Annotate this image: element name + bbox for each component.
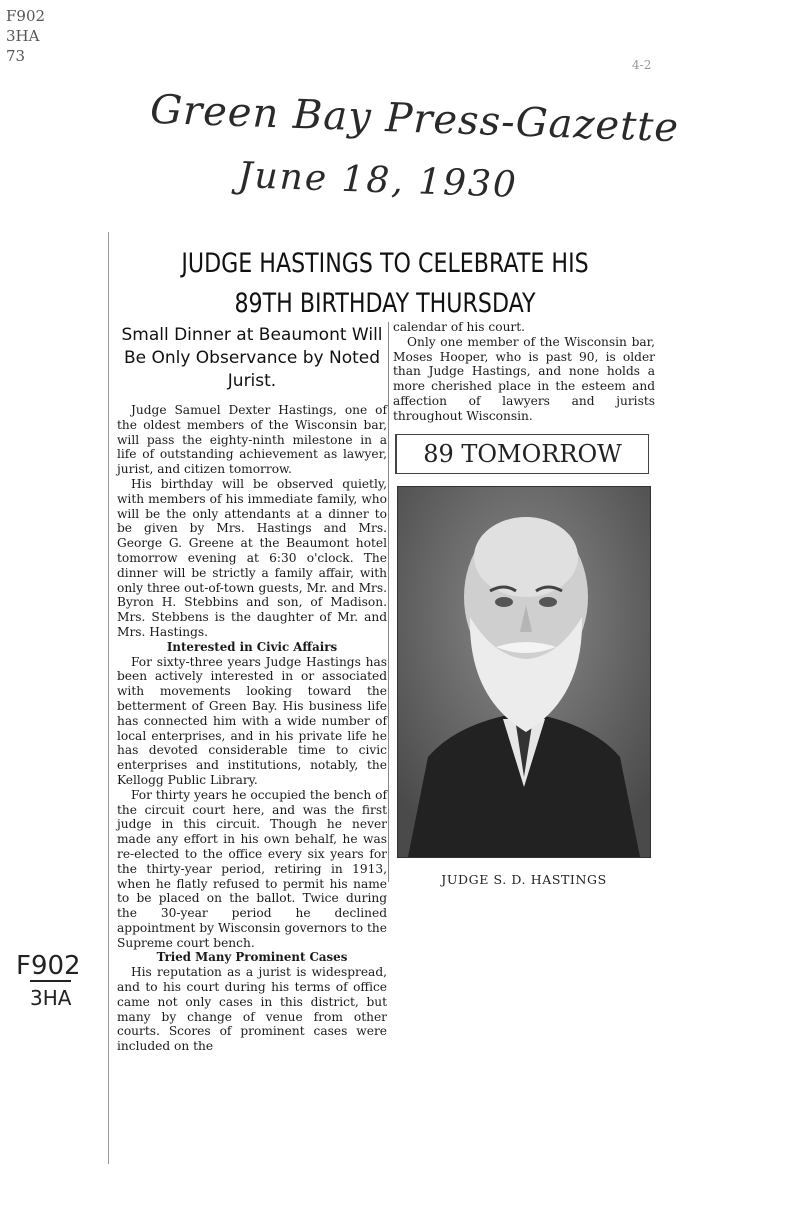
article-section-heading: Interested in Civic Affairs	[166, 639, 338, 654]
article-paragraph: For thirty years he occupied the bench of the circuit court here, and was the first judge in this circuit. Though he never made any effort in his own behalf, he was re-elected to the office every six years for the thirty-year period, retiring in 1913, when he flatly refused to permit his name to be placed on the ballot. Twice during the 30-year period he declined appointment by Wisconsin governors to the Supreme court bench.	[117, 787, 387, 950]
handwritten-publication-name: Green Bay Press-Gazette	[149, 86, 680, 152]
corner-note-line: F902	[6, 7, 46, 25]
corner-note-line: 73	[6, 47, 26, 65]
article-paragraph: For sixty-three years Judge Hastings has been actively interested in or associated with movements looking toward the betterment of Green Bay. His business life has connected him with a wide number of local enterprises, and in his private life he has devoted considerable time to civic enterprises and institutions, notably, the Kellogg Public Library.	[117, 654, 387, 787]
margin-mark: 4-2	[632, 58, 652, 72]
handwritten-publication-date: June 18, 1930	[237, 155, 519, 206]
newspaper-clipping	[108, 232, 655, 1164]
article-body-left	[117, 403, 387, 1054]
corner-note-line: 3HA	[6, 27, 40, 45]
article-subhead: Small Dinner at Beaumont Will Be Only Observance by Noted Jurist.	[121, 325, 383, 391]
article-paragraph: Only one member of the Wisconsin bar, Moses Hooper, who is past 90, is older than Judge Hastings, and none holds a more cherished place in the esteem and affection of lawyers and jurists throughout Wisconsin.	[393, 334, 655, 423]
article-paragraph: His birthday will be observed quietly, with members of his immediate family, who will be the only attendants at a dinner to be given by Mrs. Hastings and Mrs. George G. Greene at the Beaumont hotel tomorrow evening at 6:30 o'clock. The dinner will be strictly a family affair, with only three out-of-town guests, Mr. and Mrs. Byron H. Stebbins and son, of Madison. Mrs. Stebbens is the daughter of Mr. and Mrs. Hastings.	[117, 476, 387, 639]
article-paragraph: His reputation as a jurist is widespread, and to his court during his terms of office came not only cases in this district, but many by change of venue from other courts. Scores of prominent cases were included on the	[117, 965, 387, 1054]
file-code-line: 3HA	[30, 980, 71, 1012]
photo-caption: JUDGE S. D. HASTINGS	[441, 871, 607, 887]
article-column-left	[117, 324, 387, 1054]
file-code-line: F902	[16, 951, 81, 981]
corner-file-note	[6, 6, 45, 66]
article-body-right	[393, 320, 655, 424]
handwritten-file-code	[16, 952, 81, 1012]
photo-title-box: 89 TOMORROW	[395, 434, 649, 474]
article-headline: JUDGE HASTINGS TO CELEBRATE HIS 89TH BIRTHDAY THURSDAY	[181, 248, 589, 319]
article-paragraph: Judge Samuel Dexter Hastings, one of the oldest members of the Wisconsin bar, will pass the eighty-ninth milestone in a life of outstanding achievement as lawyer, jurist, and citizen tomorrow.	[117, 403, 387, 477]
portrait-photo	[397, 486, 651, 858]
article-paragraph: calendar of his court.	[393, 320, 526, 334]
article-column-right	[393, 320, 655, 887]
article-section-heading: Tried Many Prominent Cases	[156, 950, 348, 965]
portrait-illustration	[398, 487, 650, 857]
column-divider	[388, 322, 389, 882]
